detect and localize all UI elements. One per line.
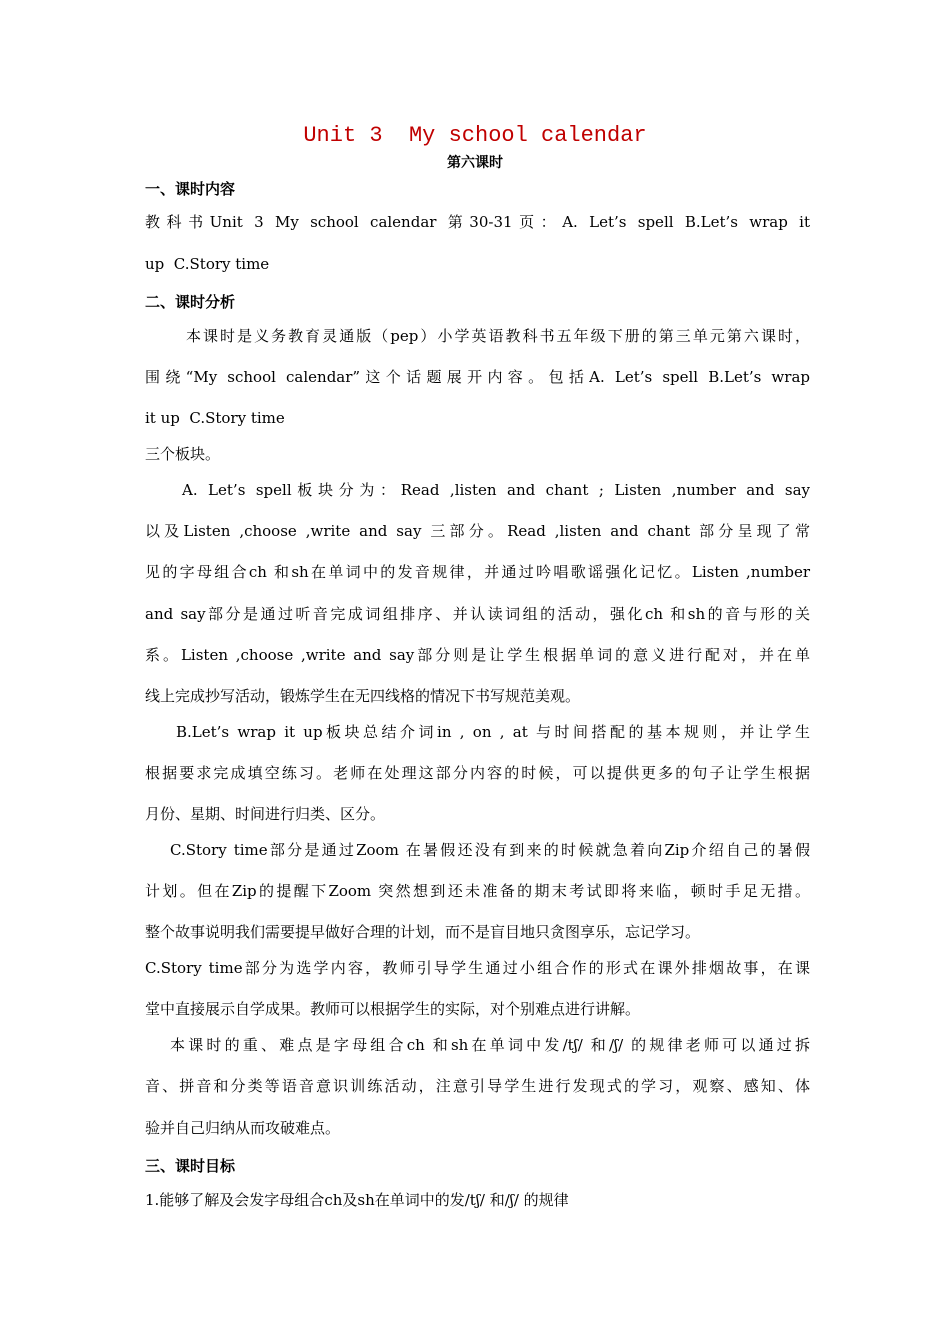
paragraph-line: 堂中直接展示自学成果。教师可以根据学生的实际，对个别难点进行讲解。 bbox=[145, 1000, 641, 1018]
paragraph-line: it up C.Story time bbox=[145, 409, 285, 427]
paragraph-line: up C.Story time bbox=[145, 255, 270, 273]
paragraph-line: 本课时的重、难点是字母组合ch 和sh在单词中发/tʃ/ 和/ʃ/ 的规律老师可以通过拆 bbox=[170, 1036, 810, 1054]
lesson-subtitle: 第六课时 bbox=[447, 155, 503, 171]
section-heading-objectives: 三、课时目标 bbox=[145, 1157, 236, 1175]
paragraph-line: 见的字母组合ch 和sh在单词中的发音规律，并通过吟唱歌谣强化记忆。Listen ,number bbox=[145, 563, 810, 581]
paragraph-line: 月份、星期、时间进行归类、区分。 bbox=[145, 805, 386, 823]
paragraph-line: 围绕“My school calendar”这个话题展开内容。包括A. Let’s spell B.Let’s wrap bbox=[145, 368, 810, 386]
document-title: Unit 3 My school calendar bbox=[303, 123, 647, 148]
paragraph-line: 1.能够了解及会发字母组合ch及sh在单词中的发/tʃ/ 和/ʃ/ 的规律 bbox=[145, 1191, 569, 1209]
paragraph-line: 验并自己归纳从而攻破难点。 bbox=[145, 1119, 341, 1137]
paragraph-line: 教科书Unit 3 My school calendar 第30-31页：A. Let’s spell B.Let’s wrap it bbox=[145, 213, 810, 231]
paragraph-line: 计划。但在Zip的提醒下Zoom 突然想到还未准备的期末考试即将来临，顿时手足无措。 bbox=[145, 882, 810, 900]
section-heading-analysis: 二、课时分析 bbox=[145, 293, 236, 311]
paragraph-line: A. Let’s spell板块分为：Read ,listen and chant ; Listen ,number and say bbox=[182, 481, 810, 499]
paragraph-line: 本课时是义务教育灵通版（pep）小学英语教科书五年级下册的第三单元第六课时， bbox=[186, 327, 810, 345]
section-heading-content: 一、课时内容 bbox=[145, 180, 236, 198]
paragraph-line: 系。Listen ,choose ,write and say部分则是让学生根据单词的意义进行配对，并在单 bbox=[145, 646, 810, 664]
paragraph-line: 三个板块。 bbox=[145, 445, 221, 463]
paragraph-line: 整个故事说明我们需要提早做好合理的计划，而不是盲目地只贪图享乐，忘记学习。 bbox=[145, 923, 701, 941]
paragraph-line: 根据要求完成填空练习。老师在处理这部分内容的时候，可以提供更多的句子让学生根据 bbox=[145, 764, 810, 782]
paragraph-line: B.Let’s wrap it up板块总结介词in , on , at 与时间搭配的基本规则，并让学生 bbox=[176, 723, 810, 741]
paragraph-line: 以及Listen ,choose ,write and say 三部分。Read ,listen and chant 部分呈现了常 bbox=[145, 522, 810, 540]
paragraph-line: C.Story time部分是通过Zoom 在暑假还没有到来的时候就急着向Zip介绍自己的暑假 bbox=[170, 841, 810, 859]
paragraph-line: 音、拼音和分类等语音意识训练活动，注意引导学生进行发现式的学习，观察、感知、体 bbox=[145, 1077, 810, 1095]
paragraph-line: 线上完成抄写活动，锻炼学生在无四线格的情况下书写规范美观。 bbox=[145, 687, 581, 705]
paragraph-line: and say部分是通过听音完成词组排序、并认读词组的活动，强化ch 和sh的音与形的关 bbox=[145, 605, 810, 623]
paragraph-line: C.Story time部分为选学内容，教师引导学生通过小组合作的形式在课外排烟故事，在课 bbox=[145, 959, 810, 977]
